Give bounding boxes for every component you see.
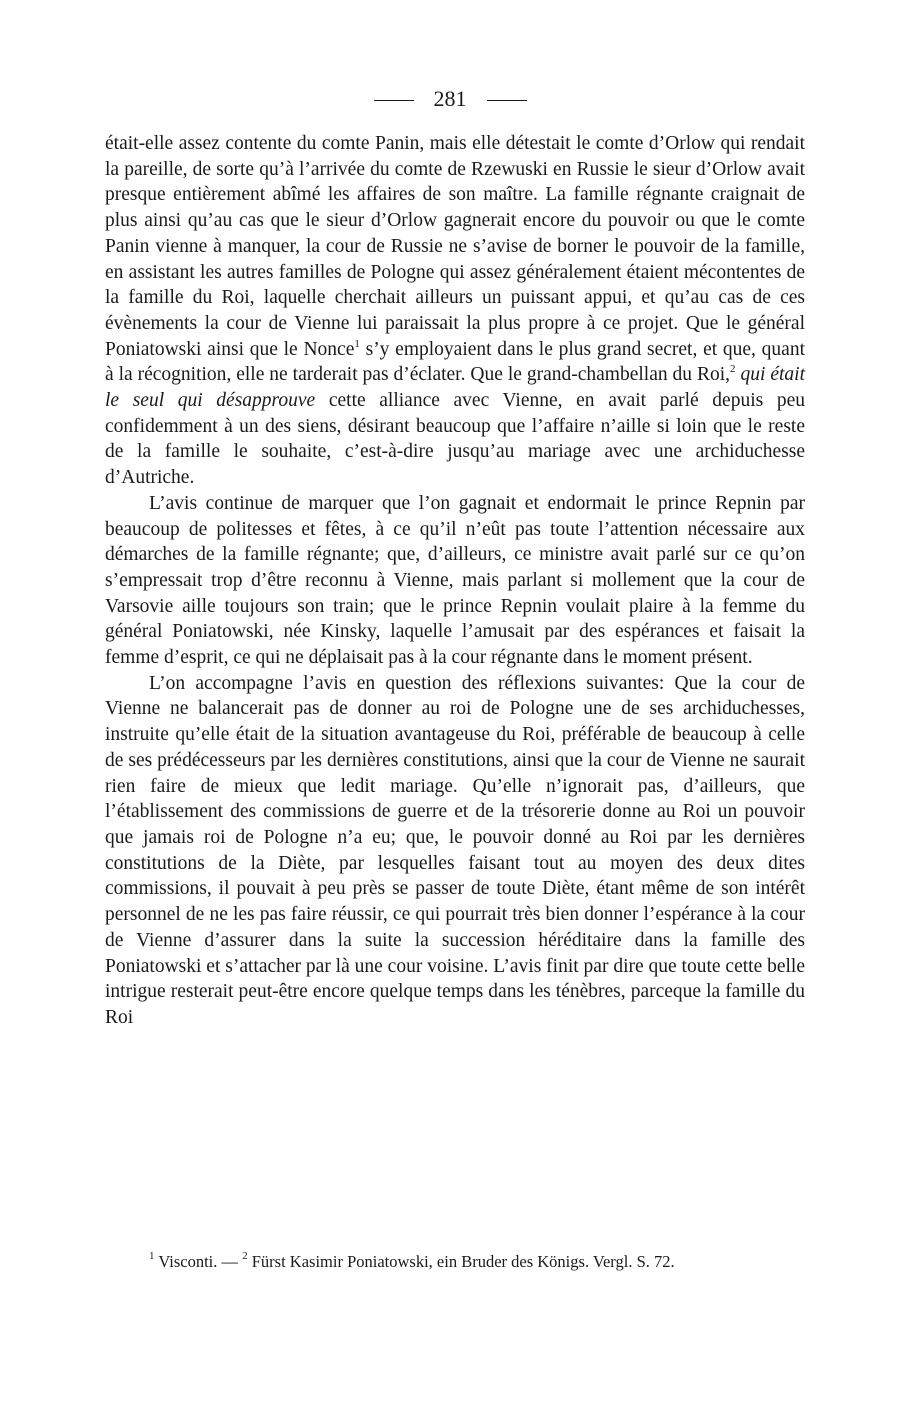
footnote-ref-2: 2: [730, 363, 736, 376]
page-header: [0, 84, 900, 114]
page-number: 281: [433, 86, 467, 111]
footnote-ref-1: 1: [354, 337, 360, 350]
paragraph-1-text-a: était-elle assez contente du comte Panin, mais elle détestait le comte d’Orlow qui rendait la pareille, de sorte qu’à l’arrivée du comte de Rzewuski en Russie le sieur d’Orlow avait presque entièrement abîmé les affaires de son maître. La famille régnante craignait de plus ainsi qu’au cas que le sieur d’Orlow gagnerait encore du pouvoir ou que le comte Panin vienne à manquer, la cour de Russie ne s’avise de borner le pouvoir de la famille, en assistant les autres familles de Pologne qui assez généralement étaient mécontentes de la famille du Roi, laquelle cherchait ailleurs un puissant appui, et qu’au cas de ces évènements la cour de Vienne lui paraissait la plus propre à ce projet. Que le général Poniatowski ainsi que le Nonce: [105, 133, 805, 360]
header-rule-right: [487, 100, 527, 101]
paragraph-2: L’avis continue de marquer que l’on gagnait et endormait le prince Repnin par beaucoup de politesses et fêtes, à ce qu’il n’eût pas toute l’attention nécessaire aux démarches de la famille régnante; que, d’ailleurs, ce ministre avait parlé sur ce qu’on s’empressait trop d’être reconnu à Vienne, mais parlant si mollement que la cour de Varsovie aille toujours son train; que le prince Repnin voulait plaire à la femme du général Poniatowski, née Kinsky, laquelle l’amusait par des espérances et faisait la femme d’esprit, ce qui ne déplaisait pas à la cour régnante dans le moment présent.: [105, 492, 805, 669]
paragraph-3: L’on accompagne l’avis en question des réflexions suivantes: Que la cour de Vienne ne balancerait pas de donner au roi de Pologne une de ses archiduchesses, instruite qu’elle était de la situation avantageuse du Roi, préférable de beaucoup à celle de ses prédécesseurs par les dernières constitutions, ainsi que la cour de Vienne ne saurait rien faire de mieux que ledit mariage. Qu’elle n’ignorait pas, d’ailleurs, que l’établissement des commissions de guerre et de la trésorerie donne au Roi un pouvoir que jamais roi de Pologne n’a eu; que, le pouvoir donné au Roi par les dernières constitutions de la Diète, par lesquelles faisant tout au moyen des deux dites commissions, il pouvait à peu près se passer de toute Diète, étant même de son intérêt personnel de ne les pas faire réussir, ce qui pourrait très bien donner l’espérance à la cour de Vienne d’assurer dans la suite la succession héréditaire dans la famille des Poniatowski et s’attacher par là une cour voisine. L’avis finit par dire que toute cette belle intrigue resterait peut-être encore quelque temps dans les ténèbres, parceque la famille du Roi: [105, 672, 805, 1028]
footnotes: [105, 1250, 805, 1273]
paragraph-1-text-c: cette alliance avec Vienne, en avait parlé depuis peu confidemment à un des siens, désirant beaucoup que l’affaire n’aille si loin que le reste de la famille le souhaite, c’est-à-dire jusqu’au mariage avec une archiduchesse d’Autriche.: [105, 390, 806, 489]
footnote-1-text: Visconti. —: [154, 1252, 243, 1271]
footnote-mark-1: 1: [149, 1250, 155, 1262]
paragraph-1-text-b: s’y employaient dans le plus grand secret, et que, quant à la récognition, elle ne tarderait pas d’éclater. Que le grand-chambellan du Roi,: [105, 338, 805, 386]
paragraph-1: [105, 131, 805, 491]
paragraph-1-italic: qui était le seul qui désapprouve: [105, 364, 806, 412]
body-text: [105, 131, 805, 1031]
footnote-line: [105, 1250, 805, 1273]
header-rule-left: [374, 100, 414, 101]
footnote-mark-2: 2: [242, 1250, 248, 1262]
footnote-2-text: Fürst Kasimir Poniatowski, ein Bruder des Königs. Vergl. S. 72.: [247, 1252, 675, 1271]
